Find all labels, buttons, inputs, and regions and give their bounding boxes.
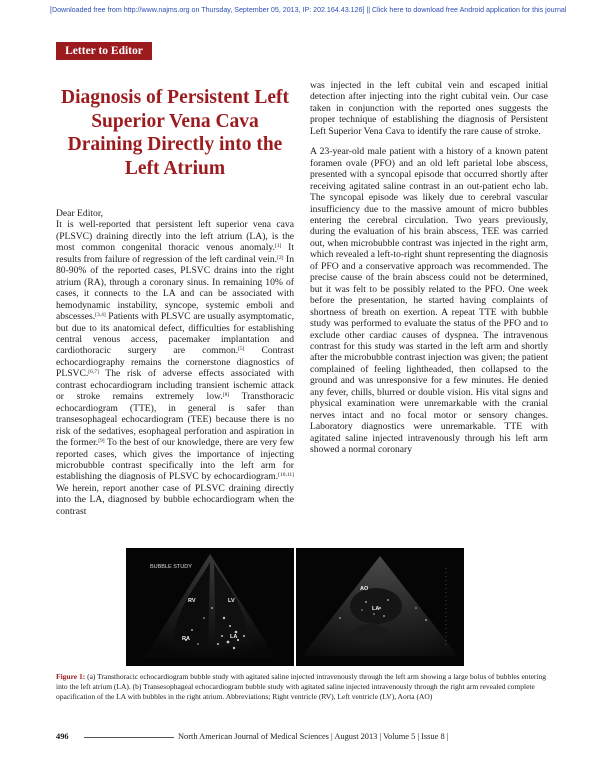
- section-label: Letter to Editor: [56, 42, 152, 60]
- figure-caption-label: Figure 1:: [56, 672, 86, 681]
- download-notice[interactable]: [Downloaded free from http://www.najms.org on Thursday, September 05, 2013, IP: 202.164.43.126] || Click here to download free Android application for this journal: [50, 6, 567, 14]
- footer-rule: [84, 737, 174, 738]
- salutation: Dear Editor,: [56, 208, 104, 219]
- echo-image-a: [126, 548, 294, 666]
- rv-label: RV: [188, 598, 196, 604]
- ra-label: RA: [182, 636, 190, 642]
- la-label: LA: [372, 606, 380, 612]
- page-number: 496: [56, 732, 69, 741]
- echo-image-b: [296, 548, 464, 666]
- ao-label: AO: [360, 586, 369, 592]
- figure-1: [126, 548, 464, 666]
- article-title: Diagnosis of Persistent Left Superior Vena Cava Draining Directly into the Left Atrium: [60, 87, 289, 179]
- lv-label: LV: [228, 598, 235, 604]
- right-column: [310, 80, 548, 456]
- body-paragraph: A 23-year-old male patient with a history of a known patent foramen ovale (PFO) and an old left parietal lobe abscess, presented with a syncopal episode that occurred shortly after receiving agitated saline contrast in an out-patient echo lab. The syncopal episode was likely due to cerebral vascular insufficiency due to the massive amount of micro bubbles entering the cerebral circulation. Two years previously, during the evaluation of his brain abscess, TEE was carried out, when microbubble contrast was injected in the right arm, which revealed a left-to-right shunt representing the diagnosis of PFO and a conservative approach was recommended. The precise cause of the brain abscess could not be determined, but it was felt to be possibly related to the PFO. One week before the presentation, he started having complaints of shortness of breath on exertion. A repeat TTE with bubble study was performed to evaluate the status of the PFO and to exclude other cardiac causes of dyspnea. The intravenous contrast for this study was started in the left arm and shortly after the microbubble contrast injection was given; the patient complained of feeling lightheaded, then collapsed to the ground and was unresponsive for a few minutes. He denied any fever, chills, blurred or double vision. His vital signs and physical examination were unremarkable with the cranial nerves intact and no focal motor or sensory changes. Laboratory diagnostics were unremarkable. TTE with agitated saline injected intravenously through his left arm showed a normal coronary: [310, 146, 548, 456]
- bubble-study-label: BUBBLE STUDY: [150, 564, 192, 570]
- journal-info: North American Journal of Medical Sciences | August 2013 | Volume 5 | Issue 8 |: [178, 732, 449, 741]
- figure-caption-text: (a) Transthoracic echocardiogram bubble study with agitated saline injected intravenously through the left arm showing a large bolus of bubbles entering into the left atrium (LA). (b) Transesophageal echocardiogram bubble study with agitated saline injected intravenously through the right arm revealed complete opacification of the LA with bubbles in the right atrium. Abbreviations; Right ventricle (RV), Left ventricle (LV), Aorta (AO): [56, 672, 547, 702]
- la-label: LA: [230, 634, 238, 640]
- body-paragraph: was injected in the left cubital vein and escaped initial detection after injecting into the right cubital vein. Our case taken in conjunction with the reported ones suggests the proper technique of establishing the diagnosis of Persistent Left Superior Vena Cava to identify the rare cause of stroke.: [310, 80, 548, 137]
- figure-caption: [56, 672, 548, 703]
- left-column: [56, 208, 294, 517]
- page-footer: [56, 731, 548, 742]
- body-paragraph: It is well-reported that persistent left superior vena cava (PLSVC) draining directly into the left atrium (LA), is the most common congenital thoracic venous anomaly.[1] It results from failure of regression of the left cardinal vein.[2] In 80-90% of the reported cases, PLSVC drains into the right atrium (RA), through a coronary sinus. In remaining 10% of cases, it connects to the LA and can be associated with hemodynamic instability, syncope, systemic emboli and abscesses.[3,4] Patients with PLSVC are usually asymptomatic, but due to its anatomical defect, difficulties for establishing central venous access, pacemaker implantation and cardiothoracic surgery are common.[5] Contrast echocardiography remains the cornerstone diagnostics of PLSVC.[6,7] The risk of adverse effects associated with contrast echocardiogram including transient ischemic attack or stroke remains extremely low.[8] Transthoracic echocardiogram (TTE), in general is safer than transesophageal echocardiogram (TEE) because there is no risk of the sedatives, esophageal perforation and aspiration in the former.[9] To the best of our knowledge, there are very few reported cases, which gives the importance of injecting microbubble contrast specifically into the left arm for establishing the diagnosis of PLSVC by echocardiogram.[10,11] We herein, report another case of PLSVC draining directly into the LA, diagnosed by bubble echocardiogram when the contrast: [56, 219, 295, 517]
